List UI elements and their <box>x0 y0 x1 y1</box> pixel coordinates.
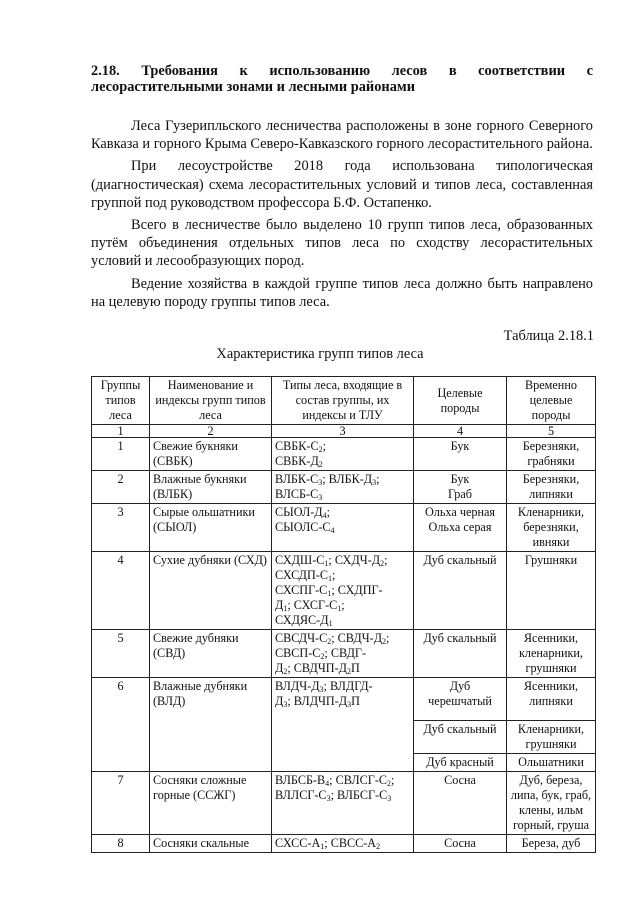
body-text <box>91 117 593 315</box>
table-number: Таблица 2.18.1 <box>503 328 594 344</box>
table-row: Дуб красный Ольшатники <box>92 754 596 772</box>
table-row: 3 Сырые ольшатники (СЫОЛ) СЫОЛ-$Д_4$; СЫОЛС-$С_4$ Ольха черная Ольха серая Кленарники, березняки, ивняки <box>92 504 596 552</box>
table-row: 5 Свежие дубняки (СВД) СВСДЧ-$С_2$; СВДЧ-$Д_2$; СВСП-$С_2$; СВДГ- $Д_2$; СВДЧП-$Д_2П$ Дуб скальный Ясенники, кленарники, грушняки <box>92 630 596 678</box>
table-title: Характеристика групп типов леса <box>216 346 424 362</box>
paragraph: Леса Гузерипльского лесничества расположены в зоне горного Северного Кавказа и горного Крыма Северо-Кавказского горного лесорастительного района. <box>91 118 593 153</box>
header-name: Наименование и индексы групп типов леса <box>150 377 272 425</box>
table-row: 7 Сосняки сложные горные (ССЖГ) ВЛБСБ-$В_4$; СВЛСГ-$С_2$; ВЛЛСГ-$С_3$; ВЛБСГ-$С_3$ Сосна Дуб, береза, липа, бук, граб, клены, ильм горный, груша <box>92 772 596 835</box>
table-row: 4 Сухие дубняки (СХД) СХДШ-$С_1$; СХДЧ-$Д_2$; СХСДП-$С_1$; СХСПГ-$С_1$; СХДПГ- $Д_1$; СХСГ-$С_1$; СХДЯС-$Д_1$ Дуб скальный Грушняки <box>92 552 596 630</box>
table-row: Дуб скальный Кленарники, грушняки <box>92 721 596 754</box>
forest-types-cell: ВЛДЧ-$Д_3$; ВЛДГД- $Д_3$; ВЛДЧП-$Д_3П$ <box>272 678 414 772</box>
column-number-row: 1 2 3 4 5 <box>92 425 596 438</box>
section-heading-line-2: лесорастительными зонами и лесными районами <box>91 79 415 95</box>
forest-types-cell: СХДШ-$С_1$; СХДЧ-$Д_2$; СХСДП-$С_1$; СХСПГ-$С_1$; СХДПГ- $Д_1$; СХСГ-$С_1$; СХДЯС-$Д_1$ <box>272 552 414 630</box>
forest-types-cell: ВЛБСБ-$В_4$; СВЛСГ-$С_2$; ВЛЛСГ-$С_3$; ВЛБСГ-$С_3$ <box>272 772 414 835</box>
forest-types-cell: СХСС-$А_1$; СВСС-$А_2$ <box>272 835 414 853</box>
paragraph: При лесоустройстве 2018 года использована типологическая (диагностическая) схема лесорастительных условий и типов леса, составленная группой под руководством профессора Б.Ф. Остапенко. <box>91 158 593 211</box>
table-row: 6 Влажные дубняки (ВЛД) ВЛДЧ-$Д_3$; ВЛДГД- $Д_3$; ВЛДЧП-$Д_3П$ Дуб черешчатый Ясенники, липняки <box>92 678 596 721</box>
table-row: 8 Сосняки скальные СХСС-$А_1$; СВСС-$А_2$ Сосна Береза, дуб <box>92 835 596 853</box>
forest-types-cell: СВБК-$С_2$; СВБК-$Д_2$ <box>272 438 414 471</box>
forest-types-cell: ВЛБК-$С_3$; ВЛБК-$Д_3$; ВЛСБ-$С_3$ <box>272 471 414 504</box>
header-target: Целевые породы <box>414 377 507 425</box>
paragraph: Ведение хозяйства в каждой группе типов леса должно быть направлено на целевую породу группы типов леса. <box>91 275 593 310</box>
paragraph: Всего в лесничестве было выделено 10 групп типов леса, образованных путём объединения отдельных типов леса по сходству лесорастительных условий и лесообразующих пород. <box>91 217 593 270</box>
table-row: 1 Свежие букняки (СВБК) СВБК-$С_2$; СВБК-$Д_2$ Бук Березняки, грабняки <box>92 438 596 471</box>
table-row: 2 Влажные букняки (ВЛБК) ВЛБК-$С_3$; ВЛБК-$Д_3$; ВЛСБ-$С_3$ Бук Граб Березняки, липняки <box>92 471 596 504</box>
forest-types-cell: СЫОЛ-$Д_4$; СЫОЛС-$С_4$ <box>272 504 414 552</box>
header-groups: Группы типов леса <box>92 377 150 425</box>
table-header-row <box>92 377 596 425</box>
header-types: Типы леса, входящие в состав группы, их индексы и ТЛУ <box>272 377 414 425</box>
header-temporary: Временно целевые породы <box>507 377 596 425</box>
section-heading <box>91 63 593 95</box>
forest-types-table <box>91 376 596 853</box>
forest-types-cell: СВСДЧ-$С_2$; СВДЧ-$Д_2$; СВСП-$С_2$; СВДГ- $Д_2$; СВДЧП-$Д_2П$ <box>272 630 414 678</box>
section-heading-line-1: 2.18. Требования к использованию лесов в соответствии с <box>91 63 593 79</box>
